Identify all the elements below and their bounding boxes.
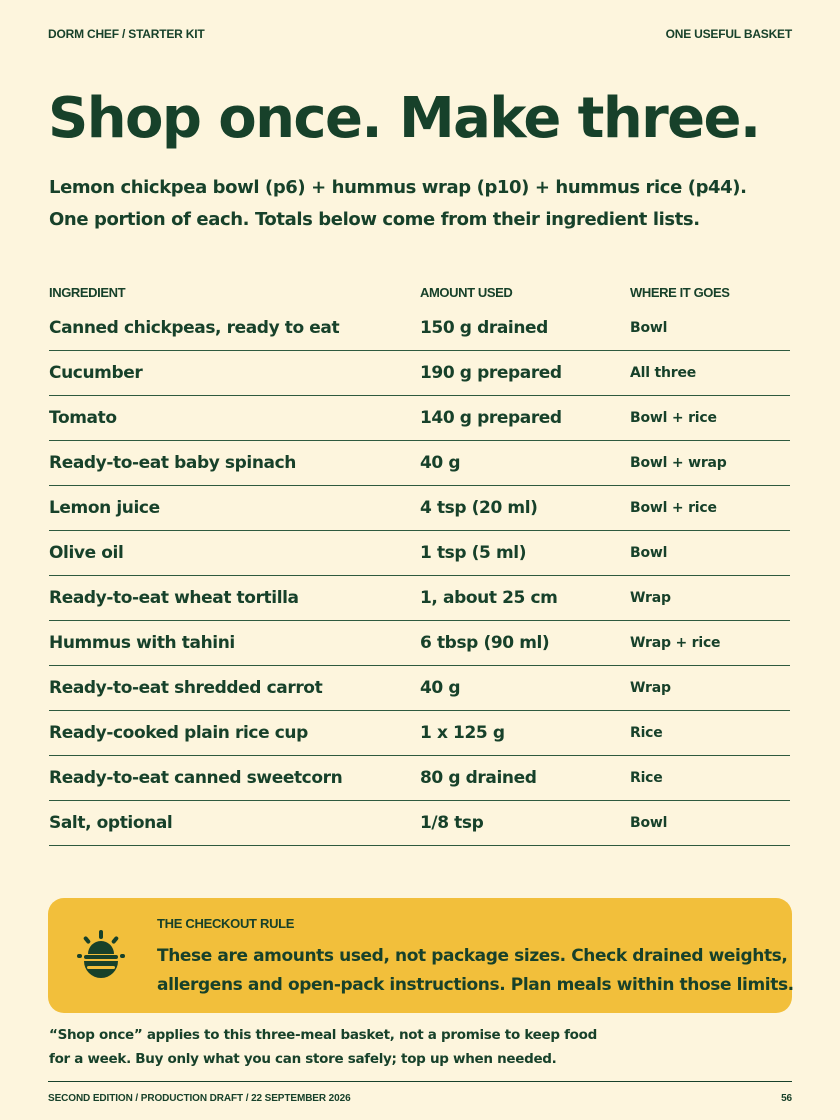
ingredient-cell: Ready-to-eat wheat tortilla <box>49 588 299 608</box>
table-row <box>49 396 790 441</box>
ingredient-cell: Hummus with tahini <box>49 633 235 653</box>
amount-cell: 6 tbsp (90 ml) <box>420 633 550 653</box>
table-row <box>49 756 790 801</box>
intro <box>49 172 747 236</box>
amount-cell: 1, about 25 cm <box>420 588 558 608</box>
callout-line-2: allergens and open-pack instructions. Plan meals within those limits. <box>157 975 794 995</box>
where-cell: Wrap <box>630 590 671 606</box>
where-cell: Bowl <box>630 320 668 336</box>
ingredient-cell: Salt, optional <box>49 813 173 833</box>
intro-line-2: One portion of each. Totals below come from their ingredient lists. <box>49 209 700 230</box>
amount-cell: 1 tsp (5 ml) <box>420 543 527 563</box>
running-head-left: DORM CHEF / STARTER KIT <box>48 27 205 41</box>
where-cell: Wrap + rice <box>630 635 721 651</box>
table-row <box>49 711 790 756</box>
footnote-line-2: for a week. Buy only what you can store safely; top up when needed. <box>49 1051 557 1067</box>
where-cell: Bowl + rice <box>630 500 717 516</box>
column-header-where: WHERE IT GOES <box>630 284 730 300</box>
where-cell: Wrap <box>630 680 671 696</box>
where-cell: Rice <box>630 725 663 741</box>
running-head <box>48 27 792 41</box>
where-cell: Bowl + rice <box>630 410 717 426</box>
page-number: 56 <box>781 1093 792 1104</box>
table-row <box>49 621 790 666</box>
page-title: Shop once. Make three. <box>48 86 760 151</box>
column-header-ingredient: INGREDIENT <box>49 284 126 300</box>
table-row <box>49 801 790 846</box>
callout-line-1: These are amounts used, not package sizes. Check drained weights, <box>157 946 788 966</box>
amount-cell: 1 x 125 g <box>420 723 505 743</box>
footer-divider <box>48 1081 792 1082</box>
ingredient-table <box>49 278 790 846</box>
footnote-line-1: “Shop once” applies to this three-meal basket, not a promise to keep food <box>49 1027 597 1043</box>
amount-cell: 190 g prepared <box>420 363 562 383</box>
rising-bowl-icon <box>72 928 130 986</box>
callout-text <box>157 942 794 1000</box>
where-cell: Bowl + wrap <box>630 455 727 471</box>
where-cell: Bowl <box>630 545 668 561</box>
ingredient-cell: Ready-cooked plain rice cup <box>49 723 308 743</box>
ingredient-cell: Ready-to-eat canned sweetcorn <box>49 768 343 788</box>
table-row <box>49 351 790 396</box>
intro-line-1: Lemon chickpea bowl (p6) + hummus wrap (p10) + hummus rice (p44). <box>49 177 747 198</box>
table-row <box>49 666 790 711</box>
amount-cell: 150 g drained <box>420 318 548 338</box>
page-footer <box>48 1093 792 1104</box>
checkout-rule-callout <box>48 898 792 1013</box>
where-cell: All three <box>630 365 697 381</box>
amount-cell: 140 g prepared <box>420 408 562 428</box>
table-row <box>49 306 790 351</box>
amount-cell: 80 g drained <box>420 768 537 788</box>
table-header <box>49 278 790 306</box>
footnote <box>49 1023 597 1071</box>
ingredient-cell: Ready-to-eat shredded carrot <box>49 678 323 698</box>
running-head-right: ONE USEFUL BASKET <box>665 27 792 41</box>
amount-cell: 40 g <box>420 678 461 698</box>
footer-edition: SECOND EDITION / PRODUCTION DRAFT / 22 SEPTEMBER 2026 <box>48 1093 351 1104</box>
callout-label: THE CHECKOUT RULE <box>157 916 295 931</box>
table-row <box>49 441 790 486</box>
where-cell: Rice <box>630 770 663 786</box>
ingredient-cell: Lemon juice <box>49 498 160 518</box>
table-row <box>49 486 790 531</box>
ingredient-cell: Cucumber <box>49 363 143 383</box>
ingredient-cell: Canned chickpeas, ready to eat <box>49 318 340 338</box>
amount-cell: 1/8 tsp <box>420 813 484 833</box>
column-header-amount: AMOUNT USED <box>420 284 513 300</box>
table-row <box>49 576 790 621</box>
table-row <box>49 531 790 576</box>
ingredient-cell: Olive oil <box>49 543 124 563</box>
ingredient-cell: Ready-to-eat baby spinach <box>49 453 296 473</box>
amount-cell: 40 g <box>420 453 461 473</box>
amount-cell: 4 tsp (20 ml) <box>420 498 538 518</box>
ingredient-cell: Tomato <box>49 408 117 428</box>
where-cell: Bowl <box>630 815 668 831</box>
table-body <box>49 306 790 846</box>
